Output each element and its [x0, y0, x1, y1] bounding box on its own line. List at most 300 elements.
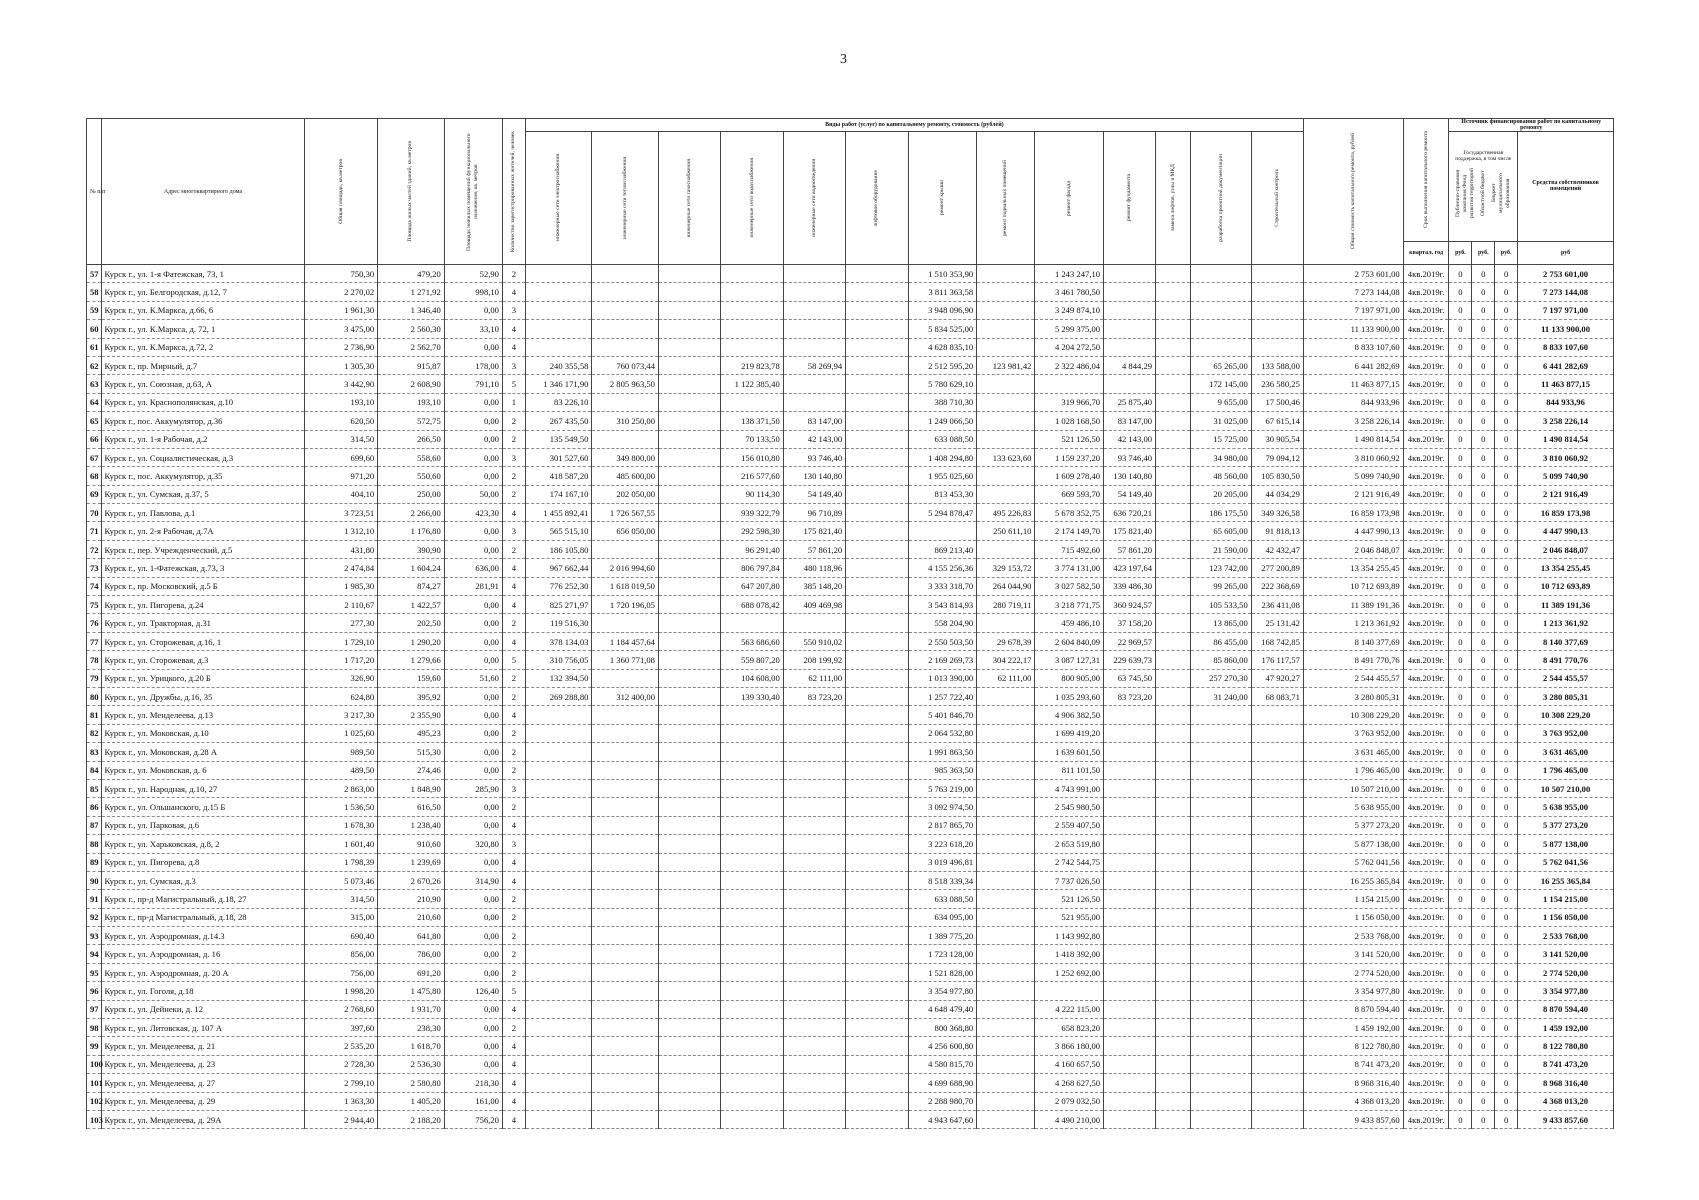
row-work-lift — [846, 356, 908, 374]
row-funding-regional: 0 — [1472, 761, 1495, 779]
row-funding-fund: 0 — [1449, 504, 1472, 522]
row-nonliving-area: 0,00 — [444, 614, 502, 632]
row-work-electric: 378 134,03 — [525, 632, 592, 650]
row-work-sewer — [783, 283, 845, 301]
row-funding-fund: 0 — [1449, 743, 1472, 761]
row-work-facade: 1 143 992,80 — [1035, 927, 1104, 945]
row-living-area: 2 188,20 — [378, 1110, 445, 1128]
row-work-sewer: 480 118,96 — [783, 559, 845, 577]
row-work-gas — [658, 724, 720, 742]
row-work-design — [1191, 1110, 1251, 1128]
row-deadline: 4кв.2019г. — [1403, 1037, 1449, 1055]
row-work-design: 99 265,00 — [1191, 577, 1251, 595]
row-nonliving-area: 0,00 — [444, 963, 502, 981]
row-nonliving-area: 52,90 — [444, 265, 502, 283]
row-funding-regional: 0 — [1472, 890, 1495, 908]
row-funding-municipal: 0 — [1495, 522, 1518, 540]
row-work-gas — [658, 669, 720, 687]
row-work-roof: 3 811 363,58 — [908, 283, 977, 301]
row-work-meters — [1156, 963, 1191, 981]
row-work-design — [1191, 761, 1251, 779]
row-total-cost: 5 377 273,20 — [1303, 816, 1403, 834]
row-residents: 2 — [502, 724, 525, 742]
row-work-lift — [846, 283, 908, 301]
row-total-cost: 11 389 191,36 — [1303, 596, 1403, 614]
row-funding-fund: 0 — [1449, 1110, 1472, 1128]
row-living-area: 1 604,24 — [378, 559, 445, 577]
row-work-control — [1251, 1092, 1303, 1110]
row-work-facade: 1 028 168,50 — [1035, 412, 1104, 430]
row-work-basement — [977, 945, 1035, 963]
row-living-area: 1 271,92 — [378, 283, 445, 301]
row-funding-fund: 0 — [1449, 982, 1472, 1000]
row-work-meters — [1156, 577, 1191, 595]
row-residents: 3 — [502, 356, 525, 374]
row-work-water — [721, 945, 783, 963]
row-work-basement: 123 981,42 — [977, 356, 1035, 374]
row-work-water — [721, 1055, 783, 1073]
row-work-sewer — [783, 301, 845, 319]
row-work-facade: 811 101,50 — [1035, 761, 1104, 779]
row-funding-regional: 0 — [1472, 853, 1495, 871]
row-work-foundation: 93 746,40 — [1104, 448, 1156, 466]
row-work-foundation — [1104, 816, 1156, 834]
row-residents: 2 — [502, 412, 525, 430]
row-number: 95 — [87, 963, 102, 981]
row-deadline: 4кв.2019г. — [1403, 945, 1449, 963]
row-work-control: 176 117,57 — [1251, 651, 1303, 669]
row-work-basement — [977, 393, 1035, 411]
row-work-design — [1191, 1000, 1251, 1018]
row-funding-fund: 0 — [1449, 706, 1472, 724]
row-total-area: 1 798,39 — [305, 853, 378, 871]
row-nonliving-area: 0,00 — [444, 412, 502, 430]
row-funding-fund: 0 — [1449, 1000, 1472, 1018]
row-work-roof: 3 354 977,80 — [908, 982, 977, 1000]
row-address: Курск г., ул. Менделеева, д. 29 — [101, 1092, 305, 1110]
row-work-heat: 1 618 019,50 — [592, 577, 659, 595]
row-nonliving-area: 51,60 — [444, 669, 502, 687]
row-funding-owners: 3 810 060,92 — [1518, 448, 1614, 466]
row-funding-owners: 844 933,96 — [1518, 393, 1614, 411]
table-row — [87, 945, 1614, 963]
row-total-area: 1 729,10 — [305, 632, 378, 650]
row-work-roof: 3 223 618,20 — [908, 835, 977, 853]
row-work-electric: 119 516,30 — [525, 614, 592, 632]
row-residents: 2 — [502, 687, 525, 705]
row-work-basement — [977, 540, 1035, 558]
row-living-area: 238,30 — [378, 1019, 445, 1037]
row-funding-owners: 6 441 282,69 — [1518, 356, 1614, 374]
row-work-control: 44 034,29 — [1251, 485, 1303, 503]
header-work-water: инженерные сети водоснабжения — [721, 132, 783, 265]
row-residents: 1 — [502, 393, 525, 411]
row-work-heat: 310 250,00 — [592, 412, 659, 430]
row-funding-owners: 8 140 377,69 — [1518, 632, 1614, 650]
unit-rub-regional: руб. — [1472, 241, 1495, 264]
row-address: Курск г., ул. Аэродромная, д. 20 А — [101, 963, 305, 981]
row-work-facade: 669 593,70 — [1035, 485, 1104, 503]
row-work-water: 806 797,84 — [721, 559, 783, 577]
row-work-electric — [525, 963, 592, 981]
row-total-area: 431,80 — [305, 540, 378, 558]
header-work-facade: ремонт фасада — [1035, 132, 1104, 265]
row-work-basement — [977, 908, 1035, 926]
row-work-electric — [525, 743, 592, 761]
row-work-foundation — [1104, 890, 1156, 908]
row-funding-fund: 0 — [1449, 1055, 1472, 1073]
row-funding-municipal: 0 — [1495, 669, 1518, 687]
row-work-facade — [1035, 375, 1104, 393]
row-funding-regional: 0 — [1472, 375, 1495, 393]
row-nonliving-area: 126,40 — [444, 982, 502, 1000]
row-total-area: 1 312,10 — [305, 522, 378, 540]
row-total-cost: 6 441 282,69 — [1303, 356, 1403, 374]
row-work-facade: 3 087 127,31 — [1035, 651, 1104, 669]
row-funding-fund: 0 — [1449, 687, 1472, 705]
row-work-lift — [846, 412, 908, 430]
row-work-gas — [658, 301, 720, 319]
row-work-design — [1191, 320, 1251, 338]
row-total-area: 3 442,90 — [305, 375, 378, 393]
row-work-gas — [658, 338, 720, 356]
row-work-lift — [846, 301, 908, 319]
row-funding-municipal: 0 — [1495, 338, 1518, 356]
row-number: 86 — [87, 798, 102, 816]
row-work-foundation: 22 969,57 — [1104, 632, 1156, 650]
row-work-heat — [592, 927, 659, 945]
row-work-control — [1251, 816, 1303, 834]
row-work-electric — [525, 706, 592, 724]
row-work-foundation — [1104, 320, 1156, 338]
row-total-area: 750,30 — [305, 265, 378, 283]
row-work-foundation: 57 861,20 — [1104, 540, 1156, 558]
row-work-heat: 2 016 994,60 — [592, 559, 659, 577]
row-work-gas — [658, 743, 720, 761]
row-address: Курск г., ул. Аэродромная, д.14.3 — [101, 927, 305, 945]
row-work-heat — [592, 908, 659, 926]
row-work-design — [1191, 945, 1251, 963]
row-funding-owners: 16 255 365,84 — [1518, 871, 1614, 889]
row-work-basement — [977, 963, 1035, 981]
row-work-gas — [658, 706, 720, 724]
row-work-meters — [1156, 393, 1191, 411]
row-funding-municipal: 0 — [1495, 1037, 1518, 1055]
row-work-sewer — [783, 835, 845, 853]
row-work-sewer — [783, 761, 845, 779]
row-funding-fund: 0 — [1449, 596, 1472, 614]
row-living-area: 274,46 — [378, 761, 445, 779]
row-work-sewer: 93 746,40 — [783, 448, 845, 466]
row-living-area: 616,50 — [378, 798, 445, 816]
row-funding-municipal: 0 — [1495, 743, 1518, 761]
row-work-heat: 1 726 567,55 — [592, 504, 659, 522]
row-work-roof: 4 256 600,80 — [908, 1037, 977, 1055]
row-number: 58 — [87, 283, 102, 301]
row-number: 100 — [87, 1055, 102, 1073]
row-funding-regional: 0 — [1472, 338, 1495, 356]
row-work-basement — [977, 761, 1035, 779]
row-address: Курск г., пос. Аккумулятор, д.35 — [101, 467, 305, 485]
row-number: 91 — [87, 890, 102, 908]
row-work-roof: 634 095,00 — [908, 908, 977, 926]
row-work-roof — [908, 522, 977, 540]
row-work-foundation: 83 147,00 — [1104, 412, 1156, 430]
row-work-foundation — [1104, 945, 1156, 963]
row-total-area: 989,50 — [305, 743, 378, 761]
row-deadline: 4кв.2019г. — [1403, 743, 1449, 761]
row-total-area: 620,50 — [305, 412, 378, 430]
row-work-facade: 3 866 180,00 — [1035, 1037, 1104, 1055]
row-work-facade: 658 823,20 — [1035, 1019, 1104, 1037]
row-number: 90 — [87, 871, 102, 889]
row-funding-regional: 0 — [1472, 430, 1495, 448]
row-work-foundation — [1104, 283, 1156, 301]
row-work-gas — [658, 945, 720, 963]
table-row — [87, 430, 1614, 448]
row-work-foundation — [1104, 375, 1156, 393]
row-work-lift — [846, 338, 908, 356]
row-work-electric — [525, 908, 592, 926]
row-work-sewer — [783, 1000, 845, 1018]
row-work-roof: 5 401 846,70 — [908, 706, 977, 724]
row-address: Курск г., ул. Павлова, д.1 — [101, 504, 305, 522]
capital-repair-table-sheet — [86, 118, 1614, 1129]
row-work-sewer: 54 149,40 — [783, 485, 845, 503]
row-work-design: 65 265,00 — [1191, 356, 1251, 374]
row-total-cost: 8 122 780,80 — [1303, 1037, 1403, 1055]
row-total-cost: 11 463 877,15 — [1303, 375, 1403, 393]
header-work-meters: замена лифтов, узлы в МКД — [1156, 132, 1191, 265]
header-living-area: Площадь жилых частей зданий, кв.метров — [378, 119, 445, 265]
row-total-cost: 4 368 013,20 — [1303, 1092, 1403, 1110]
header-work-design: разработка проектной документации — [1191, 132, 1251, 265]
table-row — [87, 963, 1614, 981]
row-total-area: 971,20 — [305, 467, 378, 485]
row-work-sewer: 83 147,00 — [783, 412, 845, 430]
row-funding-fund: 0 — [1449, 467, 1472, 485]
row-funding-fund: 0 — [1449, 761, 1472, 779]
row-total-cost: 10 308 229,20 — [1303, 706, 1403, 724]
row-total-area: 624,80 — [305, 687, 378, 705]
row-living-area: 1 238,40 — [378, 816, 445, 834]
row-work-control — [1251, 835, 1303, 853]
row-work-heat: 202 050,00 — [592, 485, 659, 503]
row-total-cost: 16 255 365,84 — [1303, 871, 1403, 889]
row-living-area: 395,92 — [378, 687, 445, 705]
row-work-water — [721, 301, 783, 319]
row-funding-fund: 0 — [1449, 522, 1472, 540]
row-living-area: 202,50 — [378, 614, 445, 632]
row-living-area: 2 355,90 — [378, 706, 445, 724]
row-funding-fund: 0 — [1449, 1037, 1472, 1055]
row-work-meters — [1156, 761, 1191, 779]
row-residents: 2 — [502, 963, 525, 981]
row-work-facade — [1035, 982, 1104, 1000]
row-address: Курск г., ул. Ольшанского, д.15 Б — [101, 798, 305, 816]
row-work-water — [721, 1000, 783, 1018]
row-deadline: 4кв.2019г. — [1403, 963, 1449, 981]
row-nonliving-area: 0,00 — [444, 908, 502, 926]
row-work-foundation: 360 924,57 — [1104, 596, 1156, 614]
row-work-basement — [977, 724, 1035, 742]
row-funding-fund: 0 — [1449, 724, 1472, 742]
row-work-water — [721, 283, 783, 301]
row-work-roof: 813 453,30 — [908, 485, 977, 503]
row-work-facade: 4 490 210,00 — [1035, 1110, 1104, 1128]
row-work-design — [1191, 816, 1251, 834]
row-total-area: 1 305,30 — [305, 356, 378, 374]
row-work-meters — [1156, 614, 1191, 632]
row-funding-owners: 8 870 594,40 — [1518, 1000, 1614, 1018]
row-residents: 2 — [502, 798, 525, 816]
table-row — [87, 743, 1614, 761]
row-work-lift — [846, 651, 908, 669]
row-residents: 2 — [502, 430, 525, 448]
row-work-lift — [846, 540, 908, 558]
row-number: 102 — [87, 1092, 102, 1110]
header-total-area: Общая площадь, кв.метров — [305, 119, 378, 265]
row-total-cost: 5 762 041,56 — [1303, 853, 1403, 871]
row-nonliving-area: 281,91 — [444, 577, 502, 595]
row-work-foundation — [1104, 743, 1156, 761]
row-work-electric — [525, 320, 592, 338]
row-total-area: 1 025,60 — [305, 724, 378, 742]
row-work-lift — [846, 724, 908, 742]
row-funding-municipal: 0 — [1495, 375, 1518, 393]
row-total-area: 1 536,50 — [305, 798, 378, 816]
row-work-design: 123 742,00 — [1191, 559, 1251, 577]
row-residents: 2 — [502, 908, 525, 926]
row-funding-regional: 0 — [1472, 1110, 1495, 1128]
row-work-water — [721, 1019, 783, 1037]
row-work-lift — [846, 632, 908, 650]
header-work-heat: инженерные сети теплоснабжения — [592, 132, 659, 265]
row-nonliving-area: 320,80 — [444, 835, 502, 853]
row-living-area: 210,60 — [378, 908, 445, 926]
row-work-roof: 4 699 688,90 — [908, 1074, 977, 1092]
row-work-electric — [525, 1092, 592, 1110]
row-work-design: 31 025,00 — [1191, 412, 1251, 430]
row-nonliving-area: 0,00 — [444, 1055, 502, 1073]
row-work-foundation — [1104, 724, 1156, 742]
row-funding-regional: 0 — [1472, 927, 1495, 945]
row-work-foundation: 339 486,30 — [1104, 577, 1156, 595]
row-work-sewer — [783, 908, 845, 926]
row-address: Курск г., ул. Менделеева, д. 23 — [101, 1055, 305, 1073]
row-address: Курск г., ул. Народная, д.10, 27 — [101, 779, 305, 797]
row-nonliving-area: 0,00 — [444, 743, 502, 761]
row-work-basement: 304 222,17 — [977, 651, 1035, 669]
row-work-foundation — [1104, 908, 1156, 926]
row-address: Курск г., ул. Краснополянская, д.10 — [101, 393, 305, 411]
row-total-area: 2 474,84 — [305, 559, 378, 577]
row-work-roof: 4 628 835,10 — [908, 338, 977, 356]
row-funding-regional: 0 — [1472, 871, 1495, 889]
row-total-cost: 8 491 770,76 — [1303, 651, 1403, 669]
row-total-cost: 2 533 768,00 — [1303, 927, 1403, 945]
row-work-electric — [525, 1037, 592, 1055]
row-work-sewer — [783, 724, 845, 742]
row-living-area: 874,27 — [378, 577, 445, 595]
table-row — [87, 982, 1614, 1000]
row-funding-regional: 0 — [1472, 835, 1495, 853]
row-work-lift — [846, 1074, 908, 1092]
row-living-area: 572,75 — [378, 412, 445, 430]
row-funding-owners: 16 859 173,98 — [1518, 504, 1614, 522]
row-residents: 4 — [502, 871, 525, 889]
row-deadline: 4кв.2019г. — [1403, 265, 1449, 283]
row-work-roof: 3 333 318,70 — [908, 577, 977, 595]
row-work-meters — [1156, 1110, 1191, 1128]
row-funding-regional: 0 — [1472, 963, 1495, 981]
row-work-heat — [592, 1019, 659, 1037]
row-work-gas — [658, 779, 720, 797]
table-row — [87, 871, 1614, 889]
row-address: Курск г., ул. К.Маркса, д. 72, 1 — [101, 320, 305, 338]
row-address: Курск г., ул. Дружбы, д.16, 35 — [101, 687, 305, 705]
row-total-area: 314,50 — [305, 890, 378, 908]
row-work-sewer — [783, 816, 845, 834]
row-funding-owners: 5 877 138,00 — [1518, 835, 1614, 853]
row-work-design — [1191, 724, 1251, 742]
row-funding-owners: 10 308 229,20 — [1518, 706, 1614, 724]
row-number: 78 — [87, 651, 102, 669]
row-residents: 2 — [502, 540, 525, 558]
row-work-gas — [658, 963, 720, 981]
row-residents: 4 — [502, 816, 525, 834]
row-residents: 4 — [502, 1037, 525, 1055]
row-total-area: 326,90 — [305, 669, 378, 687]
row-funding-fund: 0 — [1449, 908, 1472, 926]
row-work-lift — [846, 1037, 908, 1055]
row-work-lift — [846, 853, 908, 871]
row-work-facade: 2 604 840,09 — [1035, 632, 1104, 650]
row-total-area: 2 535,20 — [305, 1037, 378, 1055]
row-work-lift — [846, 1000, 908, 1018]
row-funding-regional: 0 — [1472, 743, 1495, 761]
row-funding-municipal: 0 — [1495, 927, 1518, 945]
row-deadline: 4кв.2019г. — [1403, 632, 1449, 650]
row-work-control: 79 094,12 — [1251, 448, 1303, 466]
row-work-design — [1191, 743, 1251, 761]
header-funding-regional: Областной бюджет — [1479, 170, 1486, 216]
row-work-roof: 1 249 066,50 — [908, 412, 977, 430]
row-work-lift — [846, 890, 908, 908]
row-deadline: 4кв.2019г. — [1403, 835, 1449, 853]
row-work-meters — [1156, 430, 1191, 448]
row-work-lift — [846, 945, 908, 963]
header-funding-municipal: Бюджет муниципального образования — [1490, 173, 1511, 214]
row-work-gas — [658, 908, 720, 926]
row-deadline: 4кв.2019г. — [1403, 706, 1449, 724]
row-work-water — [721, 1037, 783, 1055]
row-work-lift — [846, 448, 908, 466]
row-deadline: 4кв.2019г. — [1403, 1092, 1449, 1110]
row-work-heat — [592, 798, 659, 816]
row-work-electric — [525, 779, 592, 797]
row-work-water: 104 608,00 — [721, 669, 783, 687]
row-living-area: 2 562,70 — [378, 338, 445, 356]
row-deadline: 4кв.2019г. — [1403, 908, 1449, 926]
row-number: 99 — [87, 1037, 102, 1055]
row-funding-owners: 13 354 255,45 — [1518, 559, 1614, 577]
row-work-design — [1191, 1092, 1251, 1110]
row-nonliving-area: 791,10 — [444, 375, 502, 393]
row-funding-owners: 10 507 210,00 — [1518, 779, 1614, 797]
row-work-facade: 521 126,50 — [1035, 430, 1104, 448]
header-total-cost: Общая стоимость капитального ремонта, рублей — [1303, 119, 1403, 265]
